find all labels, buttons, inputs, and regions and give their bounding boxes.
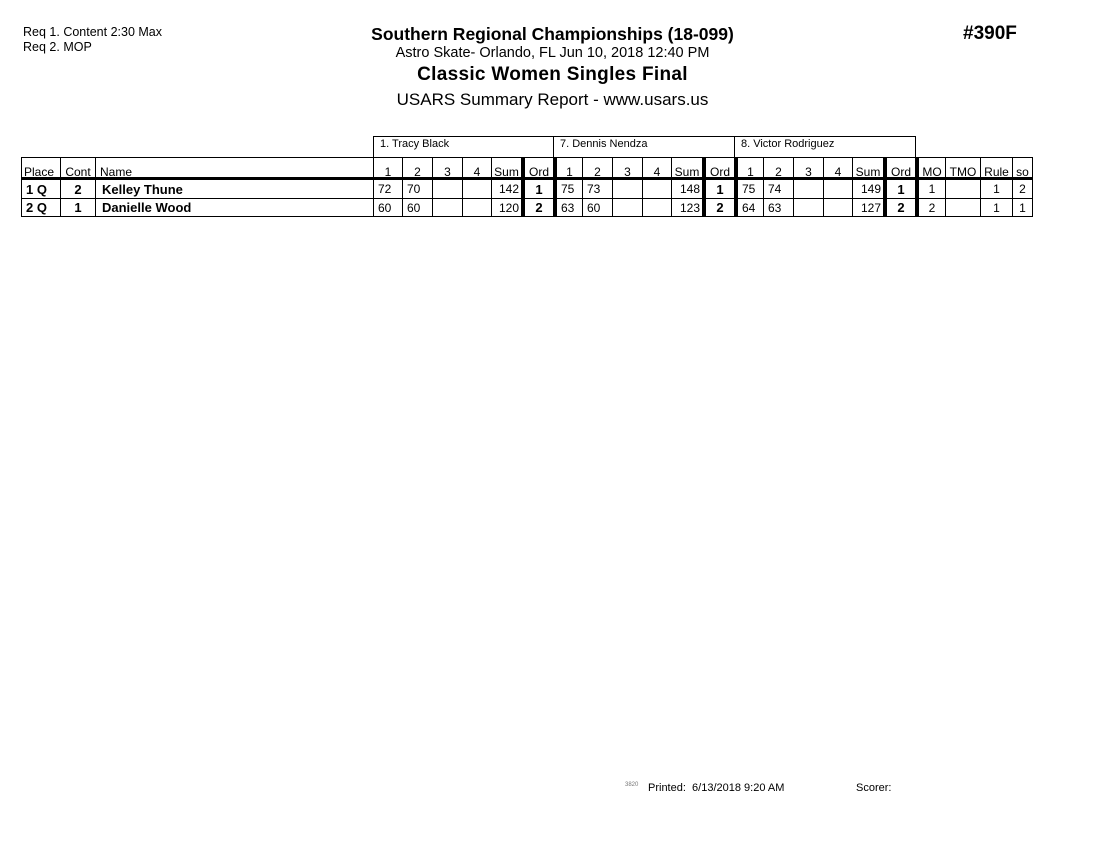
cell-j1-sum: 142: [491, 179, 522, 199]
col-header-j2-score-1: 1: [553, 157, 583, 179]
col-header-j2-score-2: 2: [582, 157, 613, 179]
col-header-j2-score-4: 4: [642, 157, 672, 179]
venue-line: Astro Skate- Orlando, FL Jun 10, 2018 12:40 PM: [395, 45, 710, 61]
cell-j2-sum: 148: [671, 179, 703, 199]
col-header-j1-sum: Sum: [491, 157, 522, 179]
cell-j3-score-1: 64: [734, 198, 764, 217]
cell-j2-ord: 2: [702, 198, 735, 217]
col-header-j3-score-4: 4: [823, 157, 853, 179]
event-name: Classic Women Singles Final: [417, 64, 688, 85]
cell-j1-score-4: [462, 198, 492, 217]
cell-tmo: [945, 179, 981, 199]
col-header-j1-score-4: 4: [462, 157, 492, 179]
cell-j1-sum: 120: [491, 198, 522, 217]
cell-name: Kelley Thune: [95, 179, 374, 199]
col-header-j3-score-1: 1: [734, 157, 764, 179]
requirement-2: Req 2. MOP: [23, 40, 92, 54]
judge-header-2: 7. Dennis Nendza: [553, 136, 735, 157]
cell-place: 2 Q: [21, 198, 61, 217]
cell-j3-sum: 149: [852, 179, 884, 199]
cell-j2-score-3: [612, 179, 643, 199]
judge-header-3: 8. Victor Rodriguez: [734, 136, 916, 157]
cell-j3-score-3: [793, 179, 824, 199]
col-header-j2-score-3: 3: [612, 157, 643, 179]
cell-j3-sum: 127: [852, 198, 884, 217]
report-code: 3820: [625, 782, 639, 788]
col-header-so: so: [1012, 157, 1033, 179]
cell-j3-ord: 1: [883, 179, 916, 199]
cell-j3-score-2: 63: [763, 198, 794, 217]
cell-j1-score-1: 72: [373, 179, 403, 199]
cell-j2-score-2: 60: [582, 198, 613, 217]
col-header-j1-score-2: 2: [402, 157, 433, 179]
col-header-j2-sum: Sum: [671, 157, 703, 179]
cell-j2-score-1: 75: [553, 179, 583, 199]
cell-so: 1: [1012, 198, 1033, 217]
cell-mo: 1: [915, 179, 946, 199]
cell-j2-score-3: [612, 198, 643, 217]
competition-title: Southern Regional Championships (18-099): [371, 24, 734, 44]
cell-j1-score-3: [432, 198, 463, 217]
col-header-j3-score-3: 3: [793, 157, 824, 179]
cell-j3-score-2: 74: [763, 179, 794, 199]
cell-rule: 1: [980, 198, 1013, 217]
cell-j2-score-2: 73: [582, 179, 613, 199]
cell-j1-score-2: 70: [402, 179, 433, 199]
col-header-tmo: TMO: [945, 157, 981, 179]
col-header-mo: MO: [915, 157, 946, 179]
cell-j3-score-1: 75: [734, 179, 764, 199]
cell-name: Danielle Wood: [95, 198, 374, 217]
judge-header-1: 1. Tracy Black: [373, 136, 554, 157]
col-header-j1-ord: Ord: [521, 157, 554, 179]
cell-j2-score-1: 63: [553, 198, 583, 217]
cell-rule: 1: [980, 179, 1013, 199]
requirement-1: Req 1. Content 2:30 Max: [23, 25, 162, 39]
scorer-label: Scorer:: [856, 782, 892, 794]
cell-mo: 2: [915, 198, 946, 217]
cell-j1-ord: 2: [521, 198, 554, 217]
cell-tmo: [945, 198, 981, 217]
col-header-cont: Cont: [60, 157, 96, 179]
cell-j2-score-4: [642, 198, 672, 217]
cell-j1-ord: 1: [521, 179, 554, 199]
event-number: #390F: [963, 23, 1017, 44]
cell-j1-score-3: [432, 179, 463, 199]
cell-cont: 2: [60, 179, 96, 199]
cell-j3-score-4: [823, 198, 853, 217]
cell-cont: 1: [60, 198, 96, 217]
cell-j1-score-2: 60: [402, 198, 433, 217]
col-header-name: Name: [95, 157, 374, 179]
cell-j3-score-4: [823, 179, 853, 199]
col-header-rule: Rule: [980, 157, 1013, 179]
report-line: USARS Summary Report - www.usars.us: [396, 90, 709, 109]
cell-so: 2: [1012, 179, 1033, 199]
col-header-j1-score-1: 1: [373, 157, 403, 179]
col-header-j3-sum: Sum: [852, 157, 884, 179]
cell-j1-score-4: [462, 179, 492, 199]
cell-place: 1 Q: [21, 179, 61, 199]
col-header-j2-ord: Ord: [702, 157, 735, 179]
cell-j1-score-1: 60: [373, 198, 403, 217]
col-header-place: Place: [21, 157, 61, 179]
cell-j2-score-4: [642, 179, 672, 199]
col-header-j3-score-2: 2: [763, 157, 794, 179]
col-header-j3-ord: Ord: [883, 157, 916, 179]
cell-j3-ord: 2: [883, 198, 916, 217]
cell-j2-sum: 123: [671, 198, 703, 217]
col-header-j1-score-3: 3: [432, 157, 463, 179]
cell-j2-ord: 1: [702, 179, 735, 199]
cell-j3-score-3: [793, 198, 824, 217]
printed-timestamp: Printed: 6/13/2018 9:20 AM: [648, 782, 785, 794]
requirements-list: [23, 25, 162, 55]
